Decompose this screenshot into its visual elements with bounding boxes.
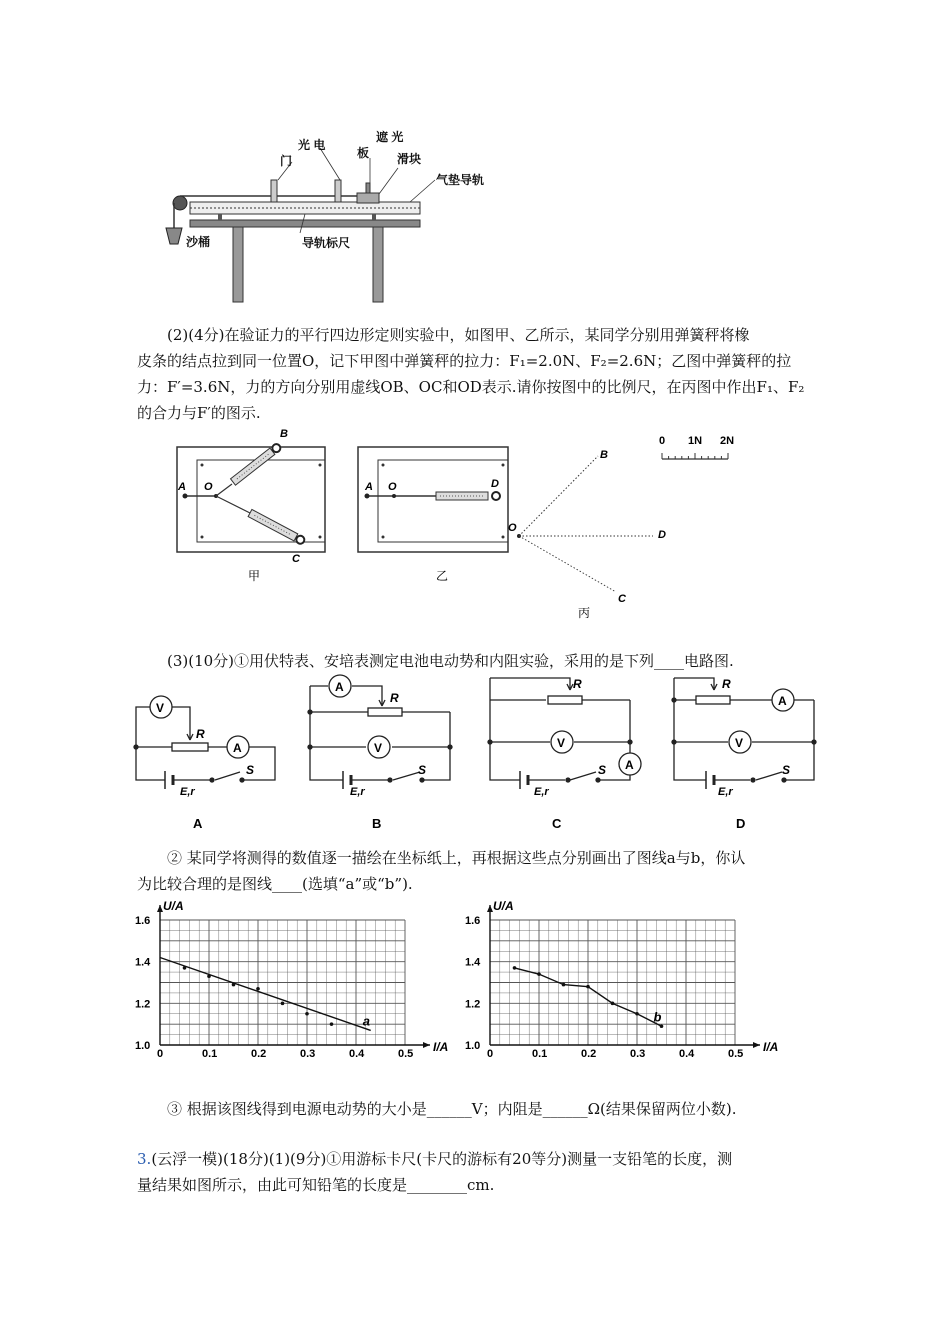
scale-0: 0 — [659, 435, 666, 447]
R-B: R — [390, 691, 399, 705]
graph-a-data-point — [281, 1002, 285, 1006]
spring-scale-D — [436, 492, 500, 500]
q4-paragraph — [137, 1146, 817, 1198]
label-shade: 遮 光 — [376, 130, 404, 144]
circuit-label-D: D — [736, 816, 746, 831]
q3-part1: (3)(10分)①用伏特表、安培表测定电池电动势和内阻实验，采用的是下列____电路图. — [167, 652, 734, 670]
circuit-D — [672, 678, 816, 789]
circuit-label-A: A — [193, 816, 203, 831]
force-figures — [170, 425, 760, 625]
q2-line-4: 的合力与F′的图示. — [137, 404, 261, 422]
label-ruler: 导轨标尺 — [302, 236, 351, 250]
meter-V-D: V — [735, 736, 744, 750]
q2-line-2: 皮条的结点拉到同一位置O，记下甲图中弹簧秤的拉力：F₁=2.0N、F₂=2.6N；乙图中弹簧秤的拉 — [137, 352, 792, 370]
meter-A-B: A — [335, 680, 344, 694]
graph-b-data-point — [537, 972, 541, 976]
meter-A-D: A — [778, 694, 787, 708]
graph-a-series-line-a — [160, 958, 371, 1031]
Er-D: E,r — [718, 786, 733, 798]
R-D: R — [722, 677, 731, 691]
photogate-2 — [335, 180, 341, 202]
R-C: R — [573, 677, 582, 691]
circuit-label-B: B — [372, 816, 382, 831]
sand-bucket-icon — [166, 228, 182, 244]
graph-b-x-tick: 0.5 — [728, 1048, 744, 1060]
graph-a-y-tick: 1.4 — [135, 956, 151, 969]
graph-b-x-tick: 0.4 — [679, 1048, 695, 1060]
graph-b-data-point — [513, 966, 517, 970]
bing-label-C: C — [618, 593, 626, 605]
q2-paragraph — [137, 322, 817, 426]
graph-a-data-point — [207, 974, 211, 978]
graph-a — [125, 895, 449, 1065]
graph-b-x-arrow — [753, 1042, 760, 1048]
S-D: S — [782, 763, 791, 777]
bing-label-D: D — [658, 529, 666, 541]
table-leg-right — [373, 227, 383, 302]
label-slider: 滑块 — [397, 152, 422, 166]
jia-label-C: C — [292, 553, 300, 565]
scale-2N: 2N — [720, 435, 735, 447]
meter-V-C: V — [557, 736, 566, 750]
line-OC — [519, 536, 616, 592]
graph-a-y-tick: 1.2 — [135, 998, 151, 1011]
q4-line-1: (云浮一模)(18分)(1)(9分)①用游标卡尺(卡尺的游标有20等分)测量一支铅笔的长度，测 — [151, 1150, 733, 1168]
q2-line-3: 力：F′=3.6N，力的方向分别用虚线OB、OC和OD表示.请你按图中的比例尺，在丙图中作出F₁、F₂ — [137, 378, 805, 396]
yi-label-D: D — [491, 478, 499, 490]
circuit-label-C: C — [552, 816, 562, 831]
graph-a-y-tick: 1.6 — [135, 915, 151, 927]
air-track-figure — [160, 120, 520, 305]
Er-C: E,r — [534, 786, 549, 798]
graph-a-x-tick: 0.4 — [349, 1048, 365, 1060]
pulley-icon — [173, 196, 187, 210]
graph-a-data-point — [330, 1022, 334, 1026]
caption-bing: 丙 — [578, 606, 591, 620]
q3-part2-line-1: ② 某同学将测得的数值逐一描绘在坐标纸上，再根据这些点分别画出了图线a与b，你认 — [167, 849, 746, 867]
graph-a-x-label: I/A — [433, 1040, 449, 1054]
graph-a-x-tick: 0.2 — [251, 1048, 267, 1060]
S-C: S — [598, 763, 607, 777]
air-track — [190, 202, 420, 214]
graph-b-x-label: I/A — [763, 1040, 779, 1054]
graph-a-x-tick: 0.5 — [398, 1048, 414, 1060]
graph-a-data-point — [232, 983, 236, 987]
S-B: S — [418, 763, 427, 777]
slider-block — [357, 193, 379, 203]
table-leg-left — [233, 227, 243, 302]
bing-label-B: B — [600, 449, 608, 461]
caption-yi: 乙 — [436, 569, 449, 583]
S-A: S — [246, 763, 255, 777]
label-photogate-2: 门 — [280, 154, 293, 168]
jia-label-B: B — [280, 428, 288, 440]
q3-part2 — [137, 845, 817, 897]
graph-a-y-label: U/A — [163, 899, 184, 913]
graph-a-data-point — [305, 1012, 309, 1016]
graph-a-data-point — [256, 987, 260, 991]
q2-line-1: (2)(4分)在验证力的平行四边形定则实验中，如图甲、乙所示，某同学分别用弹簧秤将橡 — [167, 326, 750, 344]
q3-part3: ③ 根据该图线得到电源电动势的大小是______V；内阻是______Ω(结果保留两位小数). — [167, 1100, 737, 1118]
graph-b-annotation: b — [653, 1009, 662, 1025]
label-bucket: 沙桶 — [186, 235, 211, 249]
graph-b-x-tick: 0 — [487, 1048, 494, 1060]
graph-b-x-tick: 0.3 — [630, 1048, 646, 1060]
jia-label-O: O — [204, 481, 213, 493]
circuit-B — [308, 675, 452, 789]
graph-b-data-point — [562, 983, 566, 987]
Er-B: E,r — [350, 786, 365, 798]
circuit-diagrams — [120, 670, 840, 840]
q3-part2-line-2: 为比较合理的是图线____(选填“a”或“b”). — [137, 875, 413, 893]
shade-plate — [366, 183, 370, 193]
label-photogate: 光 电 — [298, 138, 326, 152]
graph-b-y-tick: 1.2 — [465, 998, 481, 1011]
graph-a-y-tick: 1.0 — [135, 1040, 151, 1052]
force-scale-bar — [659, 435, 734, 459]
label-air-track: 气垫导轨 — [436, 173, 485, 187]
graph-b-y-tick: 1.0 — [465, 1040, 481, 1052]
graph-b — [455, 895, 779, 1065]
graph-a-x-tick: 0 — [157, 1048, 164, 1060]
q4-number: 3. — [137, 1150, 152, 1168]
yi-label-A: A — [365, 481, 373, 493]
Er-A: E,r — [180, 786, 195, 798]
graph-b-data-point — [611, 1002, 615, 1006]
label-shade-2: 板 — [357, 146, 370, 160]
graph-a-annotation: a — [362, 1013, 370, 1029]
graph-a-x-tick: 0.3 — [300, 1048, 316, 1060]
bing-label-O: O — [508, 522, 517, 534]
photogate-1 — [271, 180, 277, 202]
circuit-C — [488, 678, 641, 789]
spring-scale-B — [231, 443, 282, 486]
graph-b-y-tick: 1.4 — [465, 956, 481, 969]
table-top — [190, 220, 420, 227]
line-OB — [519, 456, 598, 536]
meter-V-A: V — [156, 701, 165, 715]
graph-b-y-tick: 1.6 — [465, 915, 481, 927]
graph-b-data-point — [635, 1012, 639, 1016]
meter-V-B: V — [374, 741, 383, 755]
graph-a-data-point — [183, 966, 187, 970]
graph-b-data-point — [586, 985, 590, 989]
q4-line-2: 量结果如图所示，由此可知铅笔的长度是________cm. — [137, 1176, 495, 1194]
meter-A-A: A — [233, 741, 242, 755]
graph-a-x-arrow — [423, 1042, 430, 1048]
R-A: R — [196, 727, 205, 741]
graph-a-x-tick: 0.1 — [202, 1048, 218, 1060]
jia-label-A: A — [178, 481, 186, 493]
graph-b-data-point — [660, 1024, 664, 1028]
caption-jia: 甲 — [248, 569, 261, 583]
scale-1N: 1N — [688, 435, 703, 447]
yi-label-O: O — [388, 481, 397, 493]
spring-scale-C — [248, 509, 306, 545]
graph-b-y-label: U/A — [493, 899, 514, 913]
meter-A-C: A — [625, 758, 634, 772]
graph-b-x-tick: 0.2 — [581, 1048, 597, 1060]
graph-b-x-tick: 0.1 — [532, 1048, 548, 1060]
